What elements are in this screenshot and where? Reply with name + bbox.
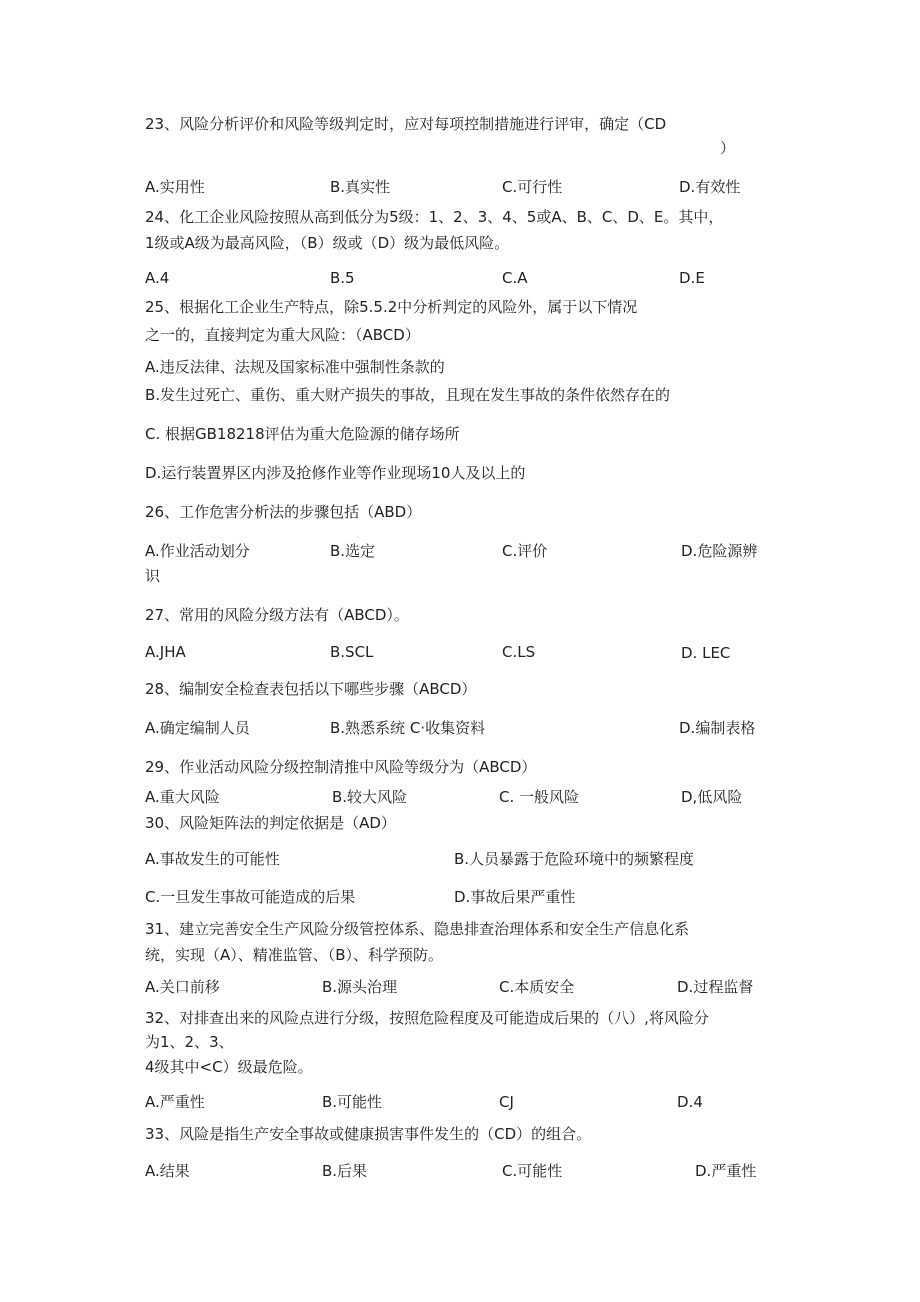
q32-stem-line-3: 4级其中<C）级最危险。 bbox=[145, 1058, 313, 1076]
q31-option-d: D.过程监督 bbox=[677, 978, 754, 996]
q31-option-c: C.本质安全 bbox=[499, 978, 575, 996]
q27-option-c: C.LS bbox=[502, 643, 536, 661]
q31-option-b: B.源头治理 bbox=[322, 978, 398, 996]
q33-stem: 33、风险是指生产安全事故或健康损害事件发生的（CD）的组合。 bbox=[145, 1125, 592, 1143]
q23-stem-line-2: ） bbox=[720, 139, 736, 157]
q26-option-b: B.选定 bbox=[330, 542, 376, 560]
q29-option-c: C. 一般风险 bbox=[499, 788, 580, 806]
q31-stem-line-2: 统，实现（A）、精准监管、（B）、科学预防。 bbox=[145, 946, 444, 964]
q24-stem-line-1: 24、化工企业风险按照从高到低分为5级：1、2、3、4、5或A、B、C、D、E。其中， bbox=[145, 208, 724, 226]
q23-option-c: C.可行性 bbox=[502, 178, 563, 196]
q32-stem-line-1: 32、对排查出来的风险点进行分级，按照危险程度及可能造成后果的（八）,将风险分 bbox=[145, 1009, 709, 1027]
q33-option-d: D.严重性 bbox=[695, 1162, 757, 1180]
q33-option-b: B.后果 bbox=[322, 1162, 368, 1180]
q25-option-a: A.违反法律、法规及国家标准中强制性条款的 bbox=[145, 358, 445, 376]
q27-option-d: D. LEC bbox=[681, 644, 731, 662]
q30-stem: 30、风险矩阵法的判定依据是（AD） bbox=[145, 814, 396, 832]
q27-stem: 27、常用的风险分级方法有（ABCD）。 bbox=[145, 606, 409, 624]
q24-option-b: B.5 bbox=[330, 269, 355, 287]
q32-option-a: A.严重性 bbox=[145, 1093, 205, 1111]
q26-option-c: C.评价 bbox=[502, 542, 548, 560]
q30-option-c: C.一旦发生事故可能造成的后果 bbox=[145, 888, 356, 906]
q28-stem: 28、编制安全检查表包括以下哪些步骤（ABCD） bbox=[145, 680, 477, 698]
q30-option-d: D.事故后果严重性 bbox=[454, 888, 576, 906]
q25-option-c: C. 根据GB18218评估为重大危险源的储存场所 bbox=[145, 425, 460, 443]
q28-option-bc: B.熟悉系统 C·收集资料 bbox=[330, 719, 486, 737]
q25-stem-line-2: 之一的，直接判定为重大风险：（ABCD） bbox=[145, 326, 420, 344]
q28-option-a: A.确定编制人员 bbox=[145, 719, 250, 737]
q25-option-d: D.运行装置界区内涉及抢修作业等作业现场10人及以上的 bbox=[145, 464, 526, 482]
q26-option-d: D.危险源辨 bbox=[681, 542, 758, 560]
q23-option-d: D.有效性 bbox=[679, 178, 741, 196]
q31-stem-line-1: 31、建立完善安全生产风险分级管控体系、隐患排查治理体系和安全生产信息化系 bbox=[145, 920, 690, 938]
q29-option-a: A.重大风险 bbox=[145, 788, 220, 806]
q24-stem-line-2: 1级或A级为最高风险，（B）级或（D）级为最低风险。 bbox=[145, 234, 510, 252]
q32-option-c: CJ bbox=[499, 1093, 514, 1111]
q24-option-d: D.E bbox=[679, 269, 705, 287]
q23-option-b: B.真实性 bbox=[330, 178, 391, 196]
q26-option-a: A.作业活动划分 bbox=[145, 542, 250, 560]
q32-option-b: B.可能性 bbox=[322, 1093, 383, 1111]
q23-option-a: A.实用性 bbox=[145, 178, 205, 196]
q27-option-b: B.SCL bbox=[330, 643, 374, 661]
q29-stem: 29、作业活动风险分级控制清推中风险等级分为（ABCD） bbox=[145, 758, 537, 776]
q26-option-wrap: 识 bbox=[145, 567, 161, 585]
q32-option-d: D.4 bbox=[677, 1093, 703, 1111]
q25-stem-line-1: 25、根据化工企业生产特点，除5.5.2中分析判定的风险外，属于以下情况 bbox=[145, 298, 638, 316]
q29-option-d: D,低风险 bbox=[681, 788, 743, 806]
q24-option-a: A.4 bbox=[145, 269, 170, 287]
q29-option-b: B.较大风险 bbox=[332, 788, 408, 806]
q24-option-c: C.A bbox=[502, 269, 528, 287]
q26-stem: 26、工作危害分析法的步骤包括（ABD） bbox=[145, 503, 422, 521]
q31-option-a: A.关口前移 bbox=[145, 978, 220, 996]
q32-stem-line-2: 为1、2、3、 bbox=[145, 1033, 234, 1051]
q30-option-a: A.事故发生的可能性 bbox=[145, 850, 280, 868]
q33-option-c: C.可能性 bbox=[502, 1162, 563, 1180]
q23-stem-line-1: 23、风险分析评价和风险等级判定时，应对每项控制措施进行评审，确定（CD bbox=[145, 115, 667, 133]
q28-option-d: D.编制表格 bbox=[679, 719, 756, 737]
q25-option-b: B.发生过死亡、重伤、重大财产损失的事故，且现在发生事故的条件依然存在的 bbox=[145, 386, 671, 404]
q27-option-a: A.JHA bbox=[145, 643, 186, 661]
q30-option-b: B.人员暴露于危险环境中的频繁程度 bbox=[454, 850, 695, 868]
q33-option-a: A.结果 bbox=[145, 1162, 190, 1180]
